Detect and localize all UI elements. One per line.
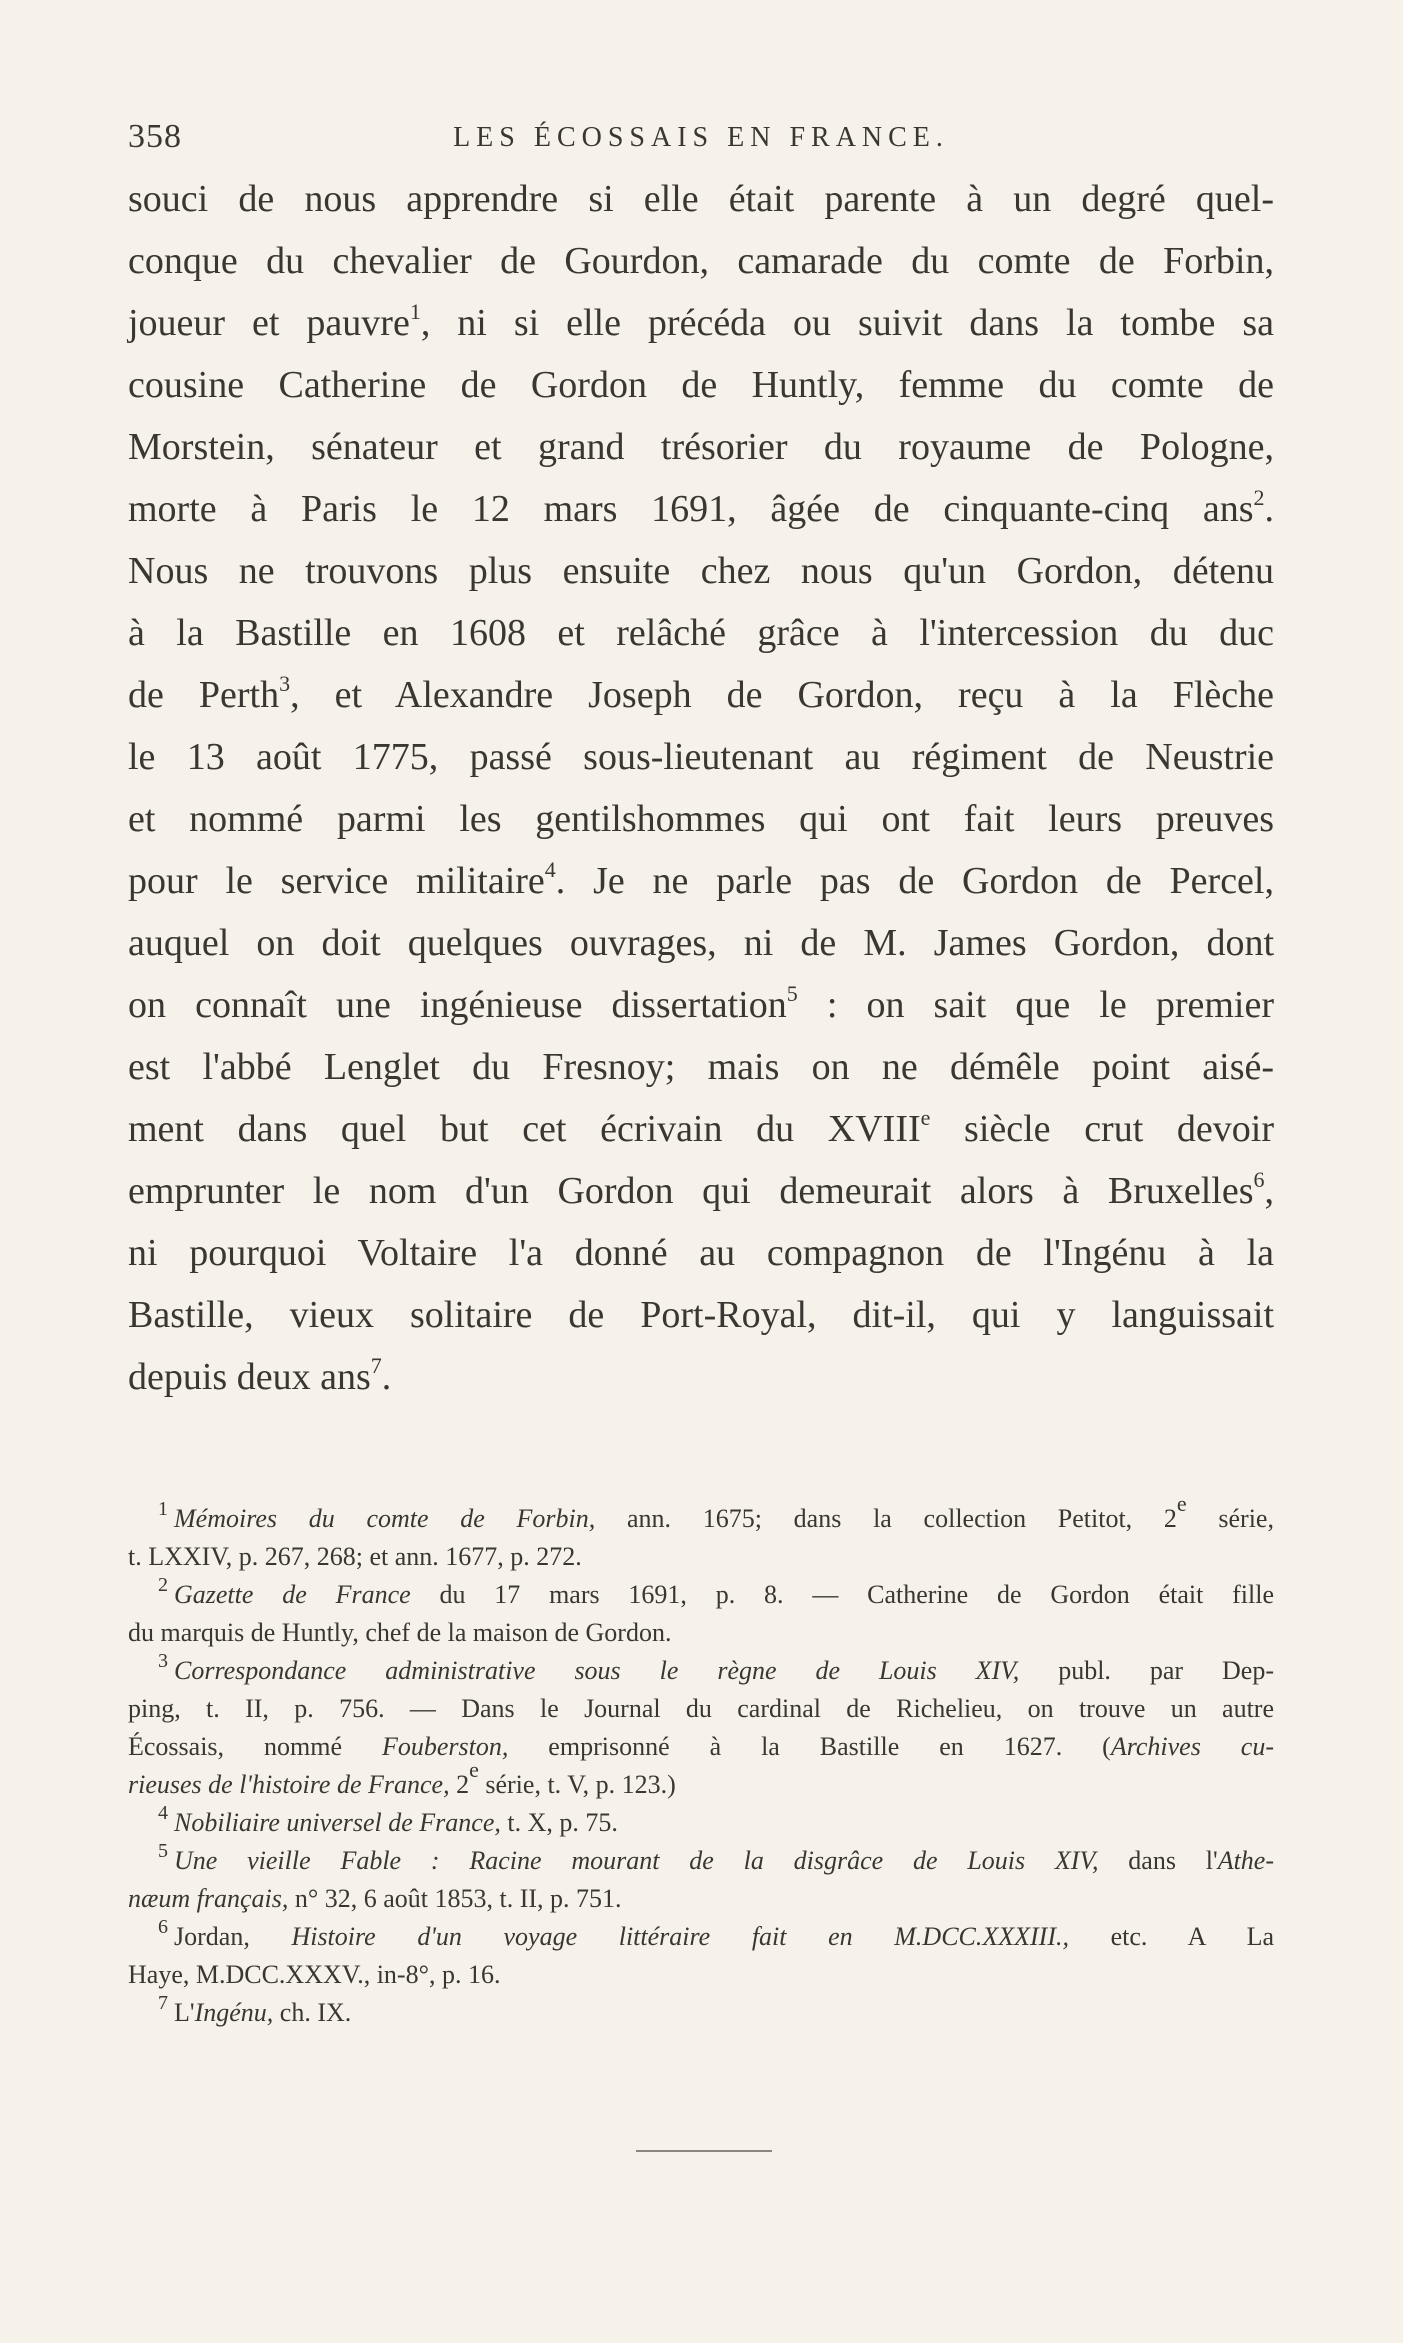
body-line: est l'abbé Lenglet du Fresnoy; mais on ne démêle point aisé- (128, 1046, 1274, 1088)
footnote-number: 3 (158, 1650, 168, 1672)
century-superscript: e (920, 1105, 931, 1130)
running-head (128, 118, 1274, 158)
body-line: Bastille, vieux solitaire de Port-Royal, dit-il, qui y languissait (128, 1294, 1274, 1336)
footnote-6-cont: Haye, M.DCC.XXXV., in-8°, p. 16. (128, 1960, 501, 1989)
footnote-ref: 2 (1253, 485, 1265, 510)
footnote-ref: 6 (1253, 1167, 1265, 1192)
footnote-ref: 5 (786, 981, 798, 1006)
footnote-1-cont: t. LXXIV, p. 267, 268; et ann. 1677, p. 272. (128, 1542, 582, 1571)
page-number: 358 (128, 118, 182, 155)
footnote-5: $^5$ Une vieille Fable : Racine mourant de la disgrâce de Louis XIV, dans l'Athe- (158, 1840, 1274, 1875)
footnote-1: $^1$ Mémoires du comte de Forbin, ann. 1675; dans la collection Petitot, 2e série, (158, 1491, 1274, 1533)
footnote-ref: 7 (370, 1353, 382, 1378)
body-line: on connaît une ingénieuse dissertation$^5$ : on sait que le premier (128, 981, 1274, 1026)
body-line: joueur et pauvre$^1$, ni si elle précéda ou suivit dans la tombe sa (128, 299, 1275, 344)
footnote-2: $^2$ Gazette de France du 17 mars 1691, p. 8. — Catherine de Gordon était fille (158, 1574, 1275, 1609)
body-line: morte à Paris le 12 mars 1691, âgée de cinquante-cinq ans$^2$. (128, 485, 1274, 530)
footnote-3-cont: ping, t. II, p. 756. — Dans le Journal du cardinal de Richelieu, on trouve un autre (128, 1694, 1274, 1723)
body-line: depuis deux ans$^7$. (128, 1353, 392, 1398)
body-line: conque du chevalier de Gourdon, camarade du comte de Forbin, (128, 240, 1274, 282)
body-line: emprunter le nom d'un Gordon qui demeurait alors à Bruxelles$^6$, (128, 1167, 1274, 1212)
body-line: Nous ne trouvons plus ensuite chez nous qu'un Gordon, détenu (128, 550, 1274, 592)
footnote-ref: 4 (544, 857, 556, 882)
footnote-7: $^7$ L'Ingénu, ch. IX. (158, 1992, 352, 2027)
footnote-3-cont: Écossais, nommé Fouberston, emprisonné à la Bastille en 1627. (Archives cu- (128, 1732, 1274, 1761)
footnote-5-cont: næum français, n° 32, 6 août 1853, t. II, p. 751. (128, 1884, 622, 1913)
running-title: LES ÉCOSSAIS EN FRANCE. (453, 122, 949, 153)
footnote-number: 2 (158, 1574, 168, 1596)
body-line: cousine Catherine de Gordon de Huntly, femme du comte de (128, 364, 1274, 406)
body-line: auquel on doit quelques ouvrages, ni de M. James Gordon, dont (128, 922, 1274, 964)
footnote-4: $^4$ Nobiliaire universel de France, t. X, p. 75. (158, 1802, 618, 1837)
footnotes (128, 1491, 1275, 2032)
body-line: à la Bastille en 1608 et relâché grâce à l'intercession du duc (128, 612, 1274, 654)
footnote-3-cont: rieuses de l'histoire de France, 2e série, t. V, p. 123.) (128, 1757, 676, 1799)
footnote-6: $^6$ Jordan, Histoire d'un voyage littéraire fait en M.DCC.XXXIII., etc. A La (158, 1916, 1274, 1951)
body-line: ment dans quel but cet écrivain du XVIIIe siècle crut devoir (128, 1105, 1274, 1150)
footnote-number: 6 (158, 1916, 168, 1938)
footnote-ref: 1 (409, 299, 421, 324)
body-line: et nommé parmi les gentilshommes qui ont fait leurs preuves (128, 798, 1274, 840)
body-line: le 13 août 1775, passé sous-lieutenant au régiment de Neustrie (128, 736, 1274, 778)
footnote-ref: 3 (279, 671, 291, 696)
closing-rule (636, 2150, 772, 2152)
footnote-number: 5 (158, 1840, 168, 1862)
footnote-3: $^3$ Correspondance administrative sous le règne de Louis XIV, publ. par Dep- (158, 1650, 1274, 1685)
footnote-number: 7 (158, 1992, 168, 2014)
body-line: ni pourquoi Voltaire l'a donné au compagnon de l'Ingénu à la (128, 1232, 1274, 1274)
footnote-number: 1 (158, 1498, 168, 1520)
footnote-number: 4 (158, 1802, 168, 1824)
body-line: pour le service militaire$^4$. Je ne parle pas de Gordon de Percel, (128, 857, 1274, 902)
body-line: souci de nous apprendre si elle était parente à un degré quel- (128, 178, 1274, 220)
body-line: de Perth$^3$, et Alexandre Joseph de Gordon, reçu à la Flèche (128, 671, 1275, 716)
body-text (128, 168, 1274, 1408)
body-line: Morstein, sénateur et grand trésorier du royaume de Pologne, (128, 426, 1274, 468)
footnote-2-cont: du marquis de Huntly, chef de la maison de Gordon. (128, 1618, 672, 1647)
